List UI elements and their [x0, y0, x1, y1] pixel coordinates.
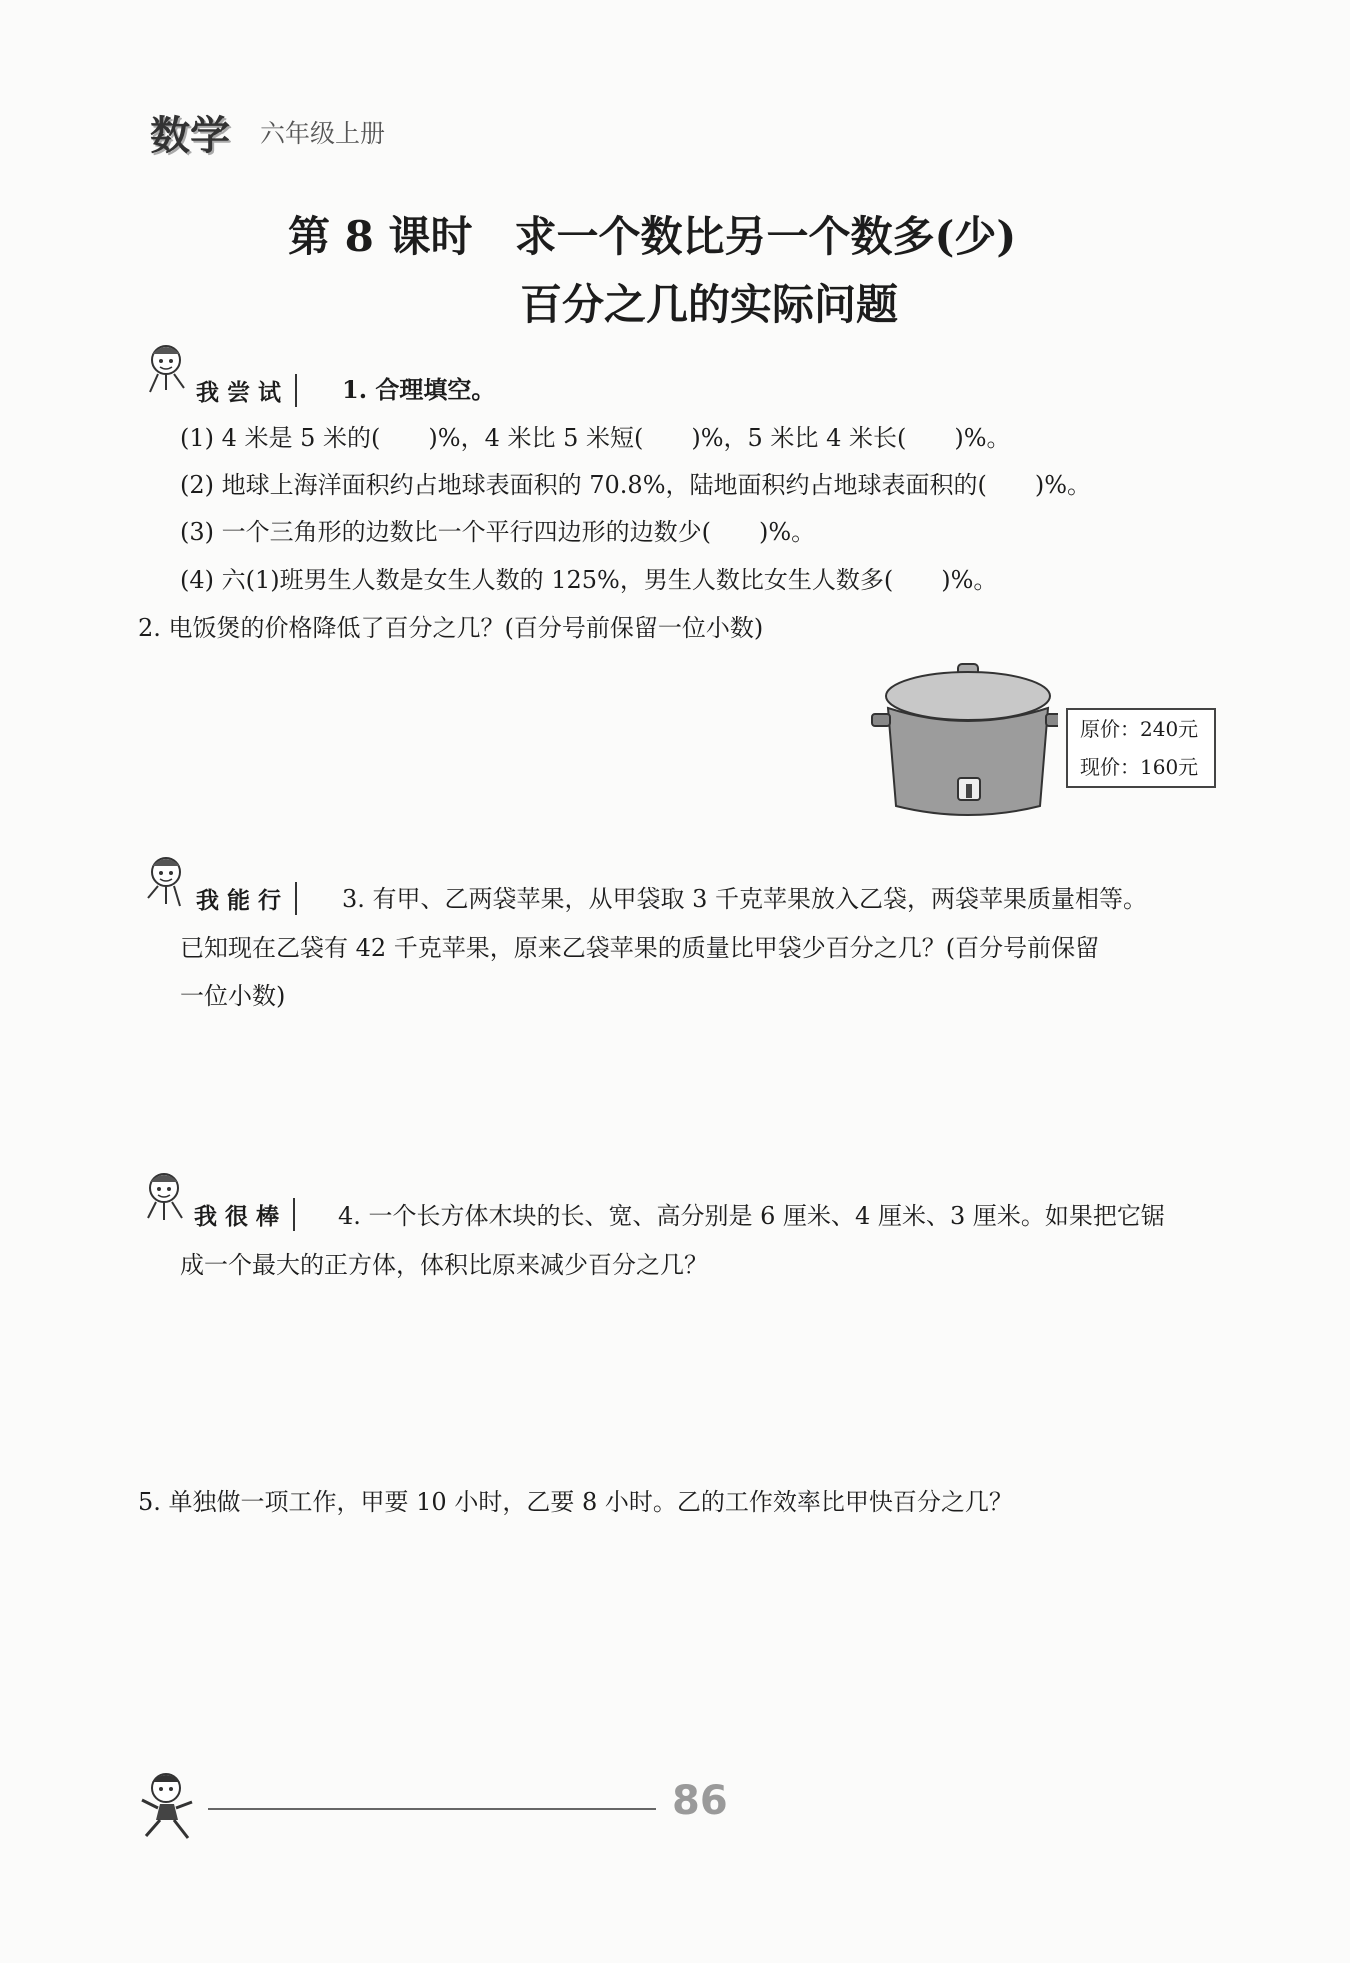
q4-line2: 成一个最大的正方体，体积比原来减少百分之几？ [180, 1251, 708, 1279]
current-price: 现价：160元 [1080, 755, 1199, 779]
q1-item-1: (1) 4 米是 5 米的( )%，4 米比 5 米短( )%，5 米比 4 米长( )%。 [180, 424, 1011, 452]
rice-cooker-icon [868, 660, 1058, 826]
original-price: 原价：240元 [1080, 717, 1199, 741]
lesson-title-line1: 第 8 课时 求一个数比另一个数多(少) [288, 212, 1017, 261]
price-tag [1066, 708, 1216, 788]
header-grade: 六年级上册 [260, 119, 386, 148]
running-mascot-icon [138, 1770, 198, 1844]
q3-line2: 已知现在乙袋有 42 千克苹果，原来乙袋苹果的质量比甲袋少百分之几？(百分号前保留 [180, 934, 1100, 962]
footer-rule [208, 1808, 656, 1810]
page-number: 86 [672, 1778, 728, 1824]
header-subject: 数学 [150, 113, 230, 159]
q1-stem-text: 1. 合理填空。 [342, 375, 496, 404]
q3-line1: 3. 有甲、乙两袋苹果，从甲袋取 3 千克苹果放入乙袋，两袋苹果质量相等。 [342, 885, 1148, 913]
section-label-try: 我尝试 [196, 374, 297, 407]
mascot-icon [140, 340, 194, 398]
mascot-icon [138, 1168, 192, 1226]
section-label-great: 我很棒 [194, 1198, 295, 1231]
q1-item-3: (3) 一个三角形的边数比一个平行四边形的边数少( )%。 [180, 518, 816, 546]
lesson-title-line2: 百分之几的实际问题 [520, 280, 899, 329]
q4-line1: 4. 一个长方体木块的长、宽、高分别是 6 厘米、4 厘米、3 厘米。如果把它锯 [338, 1202, 1165, 1230]
q2-text: 2. 电饭煲的价格降低了百分之几？(百分号前保留一位小数) [138, 614, 764, 642]
q1-item-2: (2) 地球上海洋面积约占地球表面积的 70.8%，陆地面积约占地球表面积的( )%。 [180, 471, 1092, 499]
q1-item-4: (4) 六(1)班男生人数是女生人数的 125%，男生人数比女生人数多( )%。 [180, 566, 998, 594]
section-label-can: 我能行 [196, 882, 297, 915]
q3-line3: 一位小数) [180, 982, 286, 1010]
mascot-icon [140, 852, 194, 910]
q5-text: 5. 单独做一项工作，甲要 10 小时，乙要 8 小时。乙的工作效率比甲快百分之几？ [138, 1488, 1013, 1516]
q1-stem [342, 376, 495, 405]
